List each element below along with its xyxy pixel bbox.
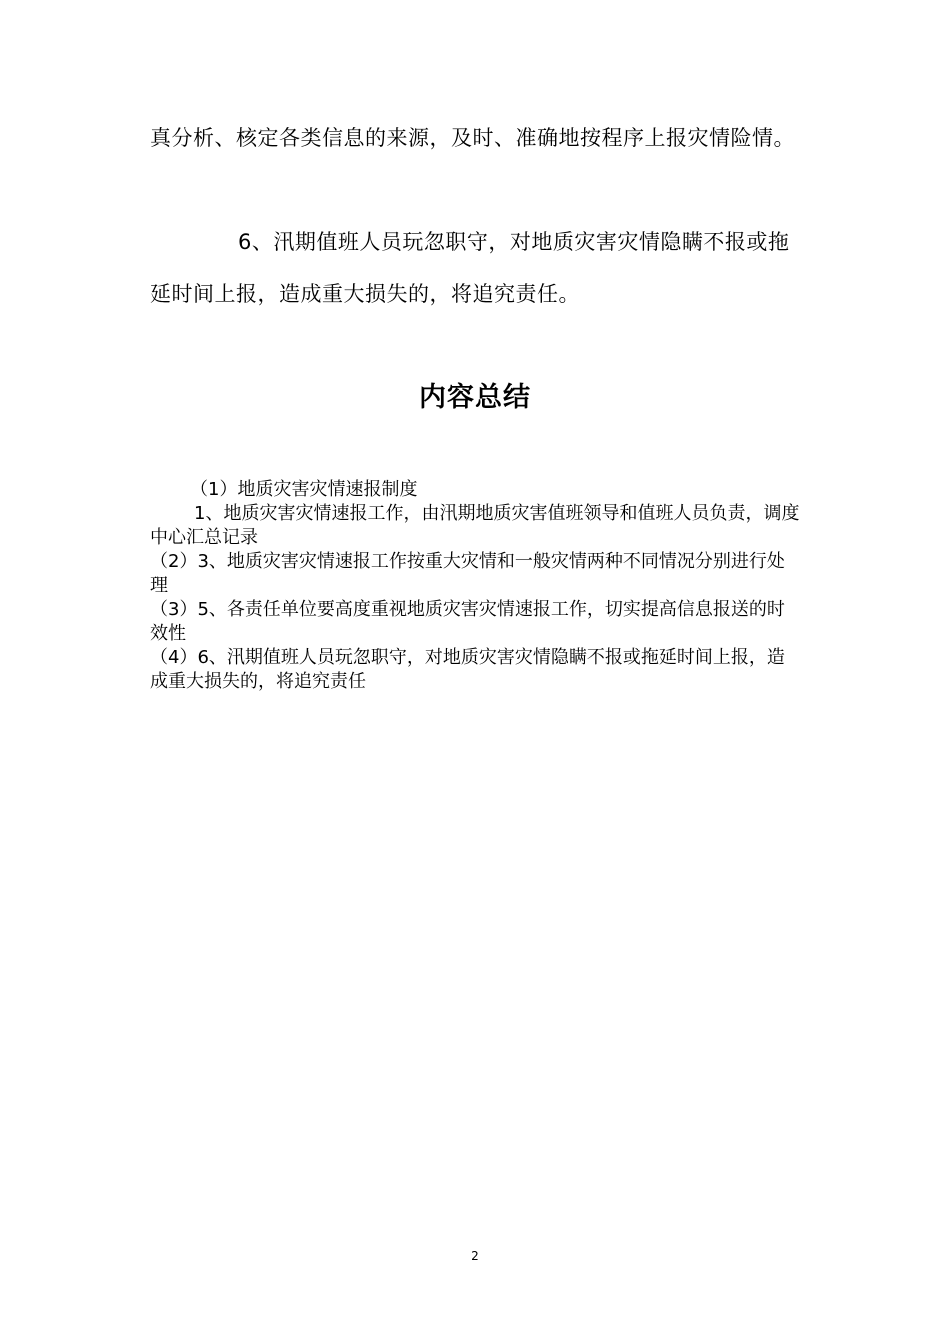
summary-title: 内容总结 bbox=[419, 382, 531, 413]
summary-list bbox=[150, 478, 800, 694]
summary-item: （4）6、汛期值班人员玩忽职守，对地质灾害灾情隐瞒不报或拖延时间上报，造成重大损失的，将追究责任 bbox=[150, 647, 785, 692]
summary-item: （3）5、各责任单位要高度重视地质灾害灾情速报工作，切实提高信息报送的时效性 bbox=[150, 599, 785, 644]
page-number: 2 bbox=[471, 1249, 479, 1263]
summary-item: 1、地质灾害灾情速报工作，由汛期地质灾害值班领导和值班人员负责，调度中心汇总记录 bbox=[150, 503, 800, 548]
summary-item: （2）3、地质灾害灾情速报工作按重大灾情和一般灾情两种不同情况分别进行处理 bbox=[150, 551, 785, 596]
body-paragraph-continuation: 真分析、核定各类信息的来源，及时、准确地按程序上报灾情险情。 bbox=[150, 126, 795, 150]
summary-item: （1）地质灾害灾情速报制度 bbox=[190, 479, 418, 500]
body-paragraph-item-6: 6、汛期值班人员玩忽职守，对地质灾害灾情隐瞒不报或拖延时间上报，造成重大损失的，将追究责任。 bbox=[150, 230, 790, 306]
